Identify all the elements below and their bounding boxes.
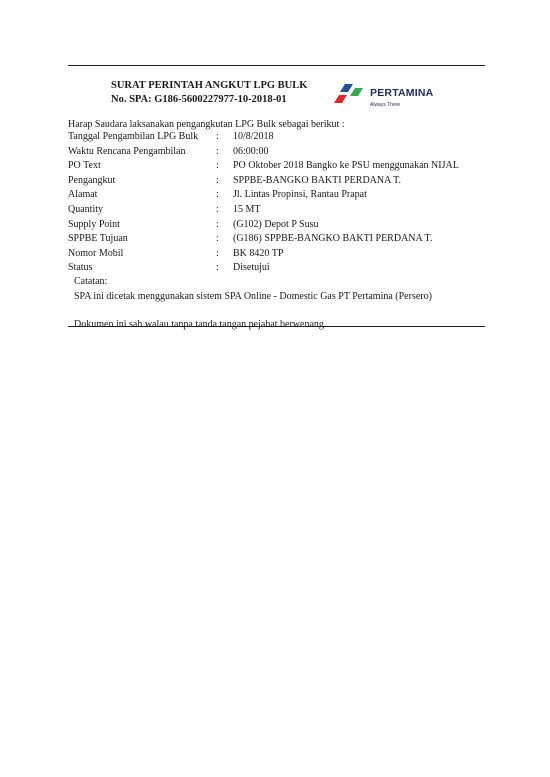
field-row (68, 247, 488, 262)
field-value: PO Oktober 2018 Bangko ke PSU menggunakan NIJAL (233, 160, 459, 172)
logo-tagline: Always There (370, 102, 401, 108)
note-online-system: SPA ini dicetak menggunakan sistem SPA Online - Domestic Gas PT Pertamina (Persero) (74, 291, 432, 302)
logo-brand-text: PERTAMINA (370, 87, 434, 99)
field-label: Pengangkut (68, 174, 116, 186)
field-value: 15 MT (233, 203, 261, 215)
field-label: Status (68, 262, 93, 274)
spa-number: No. SPA: G186-5600227977-10-2018-01 (111, 94, 287, 105)
field-row (68, 203, 488, 218)
field-separator: : (216, 189, 219, 201)
field-separator: : (216, 218, 219, 230)
field-value: (G186) SPPBE-BANGKO BAKTI PERDANA T. (233, 233, 433, 245)
field-row (68, 159, 488, 174)
field-label: Quantity (68, 203, 103, 215)
field-value: 06:00:00 (233, 145, 269, 157)
field-separator: : (216, 174, 219, 186)
document-heading (111, 79, 331, 107)
field-row (68, 130, 488, 145)
field-separator: : (216, 131, 219, 142)
field-value: Jl. Lintas Propinsi, Rantau Prapat (233, 189, 367, 201)
field-row (68, 174, 488, 189)
field-label: PO Text (68, 160, 101, 172)
pertamina-emblem-icon (333, 82, 367, 108)
field-separator: : (216, 233, 219, 245)
field-separator: : (216, 262, 219, 274)
note-validity: Dokumen ini sah walau tanpa tanda tangan pejabat berwenang (74, 319, 324, 330)
field-row (68, 188, 488, 203)
field-separator: : (216, 145, 219, 157)
field-separator: : (216, 203, 219, 215)
field-value: Disetujui (233, 262, 270, 274)
field-label: Nomor Mobil (68, 247, 124, 259)
field-label: Supply Point (68, 218, 120, 230)
intro-text: Harap Saudara laksanakan pengangkutan LPG Bulk sebagai berikut : (68, 119, 345, 130)
field-label: SPPBE Tujuan (68, 233, 128, 245)
field-row (68, 218, 488, 233)
field-row (68, 232, 488, 247)
field-separator: : (216, 160, 219, 172)
field-separator: : (216, 247, 219, 259)
notes-label: Catatan: (74, 276, 108, 287)
pertamina-logo (333, 80, 453, 114)
top-rule (68, 65, 485, 66)
field-label: Waktu Rencana Pengambilan (68, 145, 186, 157)
field-list (68, 130, 488, 276)
document-title: SURAT PERINTAH ANGKUT LPG BULK (111, 80, 308, 91)
field-row (68, 145, 488, 160)
notes-section (74, 274, 432, 332)
bottom-rule (68, 326, 485, 327)
field-value: 10/8/2018 (233, 131, 274, 142)
field-value: BK 8420 TP (233, 247, 284, 259)
field-value: (G102) Depot P Susu (233, 218, 319, 230)
field-value: SPPBE-BANGKO BAKTI PERDANA T. (233, 174, 401, 186)
field-label: Tanggal Pengambilan LPG Bulk (68, 131, 199, 142)
field-label: Alamat (68, 189, 98, 201)
